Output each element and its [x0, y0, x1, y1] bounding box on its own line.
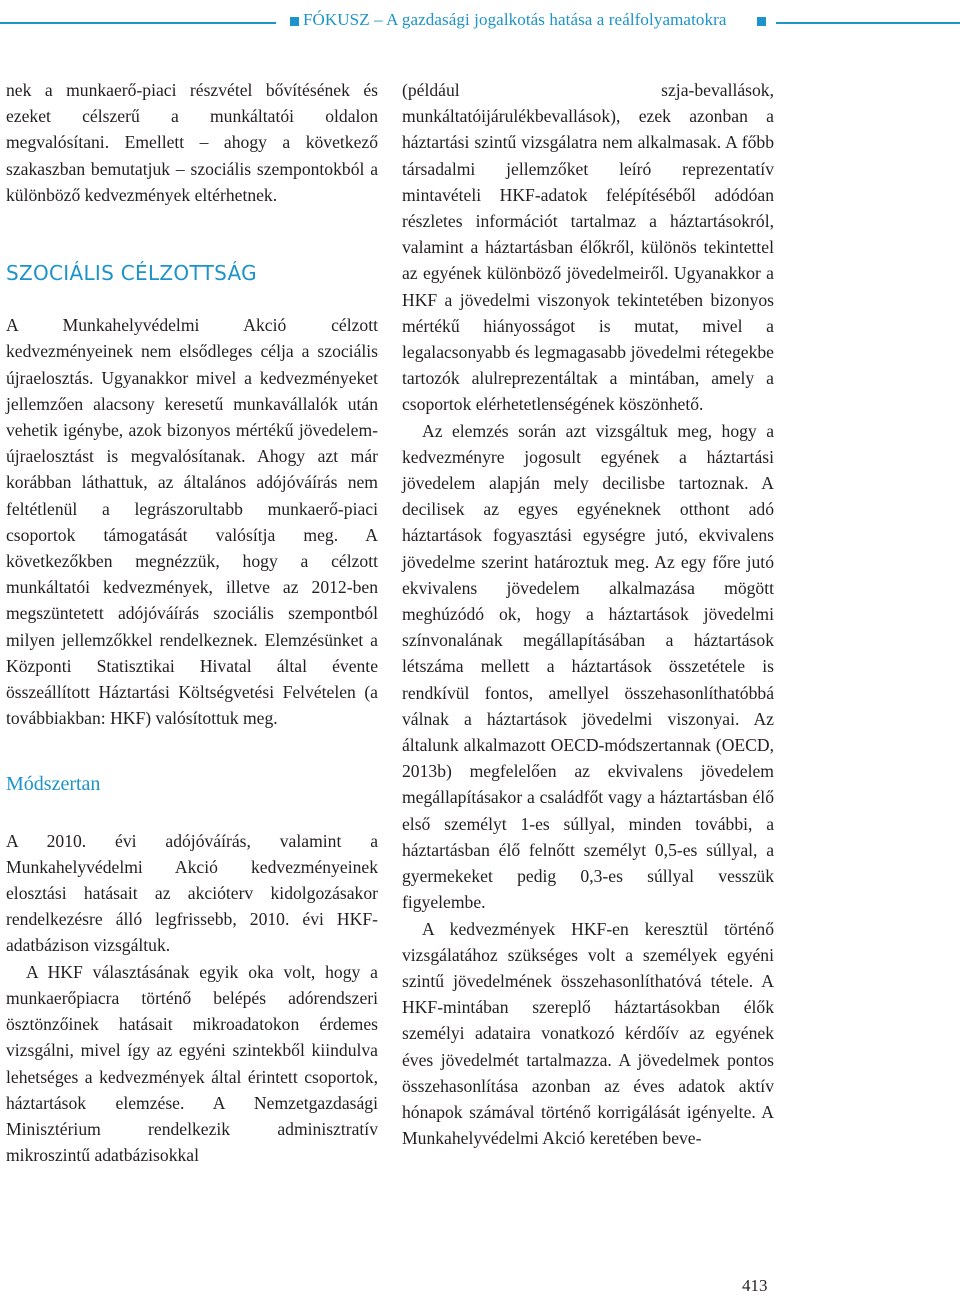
paragraph-3: A kedvezmények HKF-en keresztül történő vizsgálatához szükséges volt a személyek egyéni szintű jövedelmének összehasonlíthatóvá tétele. A HKF-mintában szereplő háztartásokban élők személyi adataira vonatkozó kérdőív az egyének éves jövedelmét tartalmazza. A jövedelmek pontos összehasonlítása azonban az éves adatok aktív hónapok számával történő korrigálását igényelte. A Munkahelyvédelmi Akció keretében beve- [402, 918, 774, 1149]
page-number: 413 [742, 1276, 768, 1295]
running-header [0, 6, 960, 30]
method-paragraph-1: A 2010. évi adójóváírás, valamint a Munkahelyvédelmi Akció kedvezményeinek elosztási hatásait az akcióterv kidolgozásakor rendelkezésre álló legfrissebb, 2010. évi HKF-adatbázison vizsgáltuk. [6, 830, 378, 956]
running-title: FÓKUSZ – A gazdasági jogalkotás hatása a reálfolyamatokra [303, 10, 727, 29]
header-rule-right [776, 22, 960, 24]
paragraph-2: Az elemzés során azt vizsgáltuk meg, hogy a kedvezményre jogosult egyének a háztartási jövedelem alapján mely decilisbe tartoznak. A decilisek az egyes egyéneknek otthont adó háztartások fogyasztási egységre jutó, ekvivalens jövedelme szerint határoztuk meg. Az egy főre jutó ekvivalens jövedelem alkalmazása mögött meghúzódó ok, hogy a háztartások jövedelmi színvonalának megállapításában a háztartások létszáma mellett a háztartások összetétele is rendkívül fontos, amellyel összehasonlíthatóbbá válnak a háztartások jövedelmi viszonyai. Az általunk alkalmazott OECD-módszertannak (OECD, 2013b) megfelelően az ekvivalens jövedelem megállapításakor a családfőt vagy a háztartásban élő első személyt 1-es súllyal, minden további, a háztartásban élő felnőtt személyt 0,5-es súllyal, a gyermekeket pedig 0,3-es súllyal vesszük figyelembe. [402, 420, 774, 913]
section-heading: SZOCIÁLIS CÉLZOTTSÁG [6, 261, 257, 286]
method-paragraph-2: A HKF választásának egyik oka volt, hogy a munkaerőpiacra történő belépés adórendszeri ösztönzőinek hatásait mikroadatokon érdemes vizsgálni, mivel így az egyéni szintekből kiindulva lehetséges a kedvezmények által érintett csoportok, háztartások elemzése. A Nemzetgazdasági Minisztérium rendelkezik adminisztratív mikroszintű adatbázisokkal [6, 961, 378, 1166]
paragraph-continued-right: (például szja-bevallások, munkáltatóijárulékbevallások), ezek azonban a háztartási szintű vizsgálatra nem alkalmasak. A főbb társadalmi jellemzőket leíró reprezentatív mintavételi HKF-adatok felépítéséből adódóan részletes információt tartalmaz a háztartásokról, valamint a háztartásban élőkről, különös tekintettel az egyének különböző jövedelmeiről. Ugyanakkor a HKF a jövedelmi viszonyok tekintetében bizonyos mértékű hiányosságot is mutat, mivel a legalacsonyabb és legmagasabb jövedelmi rétegekbe tartozók alulreprezentáltak a mintában, amely a csoportok elérhetetlenségének köszönhető. [402, 80, 774, 415]
right-column [402, 77, 774, 1151]
left-column [6, 77, 378, 1168]
header-square-left-icon [290, 17, 299, 26]
subsection-heading: Módszertan [6, 773, 101, 796]
header-square-right-icon [757, 17, 766, 26]
header-rule-left [0, 22, 276, 24]
paragraph-continued: nek a munkaerő-piaci részvétel bővítésének és ezeket célszerű a munkáltatói oldalon megvalósítani. Emellett – ahogy a következő szakaszban bemutatjuk – szociális szempontokból a különböző kedvezmények eltérhetnek. [6, 80, 378, 205]
section-paragraph: A Munkahelyvédelmi Akció célzott kedvezményeinek nem elsődleges célja a szociális újraelosztás. Ugyanakkor mivel a kedvezményeket jellemzően alacsony keresetű munkavállalók után vehetik igénybe, azok bizonyos mértékű jövedelem-újraelosztást is megvalósítanak. Ahogy azt már korábban láthattuk, az általános adójóváírás nem feltétlenül a legrászorultabb munkaerő-piaci csoportok támogatását valósítja meg. A következőkben megnézzük, hogy a célzott munkáltatói kedvezmények, illetve az 2012-ben megszüntetett adójóváírás szociális szempontból milyen jellemzőkkel rendelkeznek. Elemzésünket a Központi Statisztikai Hivatal által évente összeállított Háztartási Költségvetési Felvételen (a továbbiakban: HKF) valósítottuk meg. [6, 315, 378, 729]
